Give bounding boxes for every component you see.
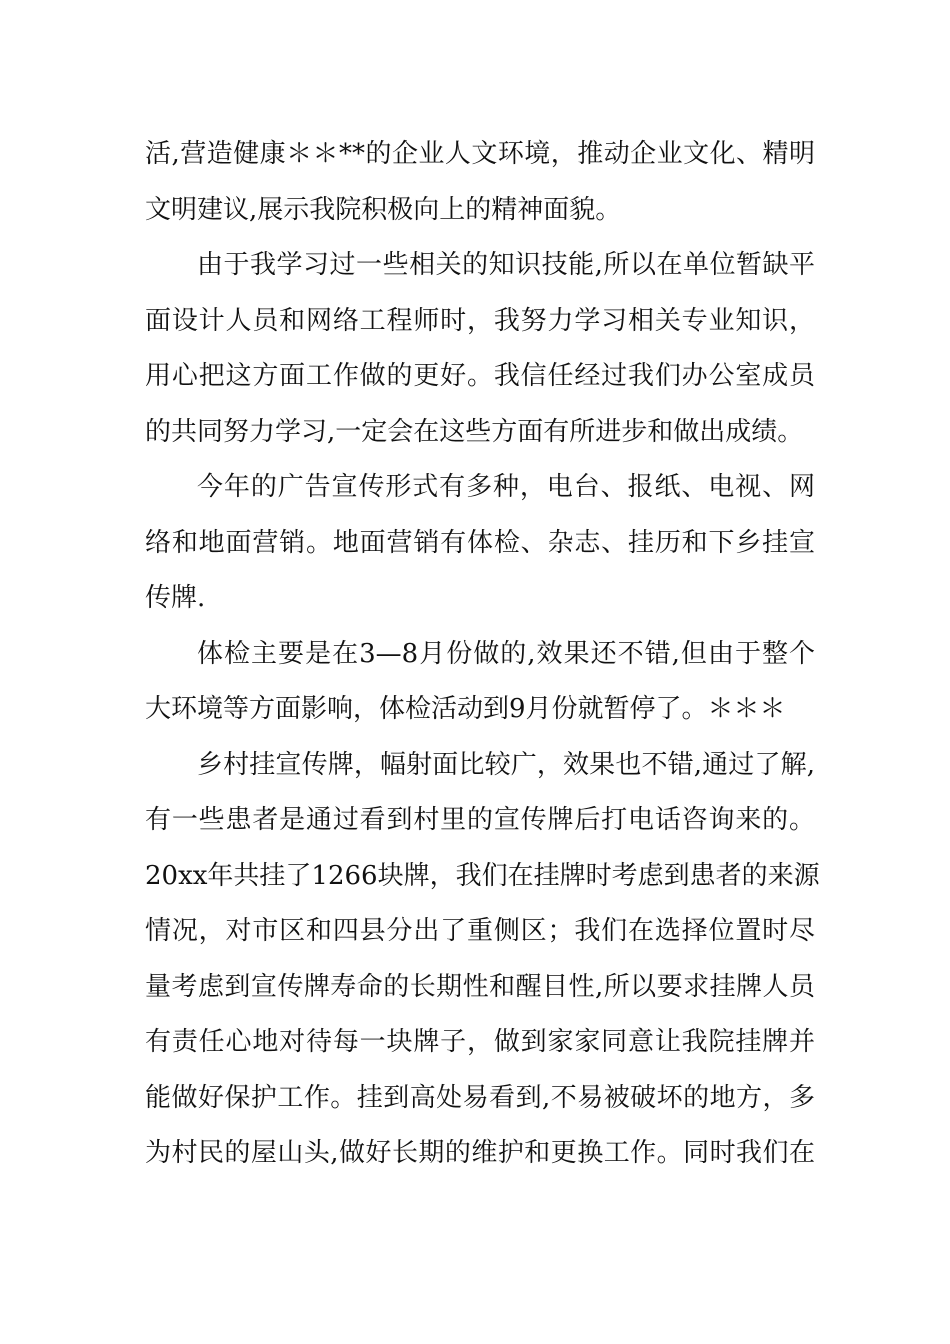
- text-line: 用心把这方面工作做的更好。我信任经过我们办公室成员: [145, 361, 815, 391]
- paragraph-start-line: 今年的广告宣传形式有多种，电台、报纸、电视、网: [197, 472, 815, 502]
- text-line: 20xx年共挂了1266块牌，我们在挂牌时考虑到患者的来源: [145, 860, 820, 891]
- text-line: 的共同努力学习,一定会在这些方面有所进步和做出成绩。: [145, 416, 804, 447]
- text-line: 有一些患者是通过看到村里的宣传牌后打电话咨询来的。: [145, 805, 815, 835]
- paragraph-start-line: 乡村挂宣传牌，幅射面比较广，效果也不错,通过了解,: [197, 749, 815, 780]
- text-line: 面设计人员和网络工程师时，我努力学习相关专业知识，: [145, 305, 815, 336]
- text-line: 传牌.: [145, 583, 206, 613]
- text-line: 大环境等方面影响，体检活动到9月份就暂停了。＊＊＊: [145, 694, 786, 724]
- text-line: 文明建议,展示我院积极向上的精神面貌。: [145, 194, 622, 225]
- paragraph-start-line: 体检主要是在3—8月份做的,效果还不错,但由于整个: [197, 638, 815, 669]
- text-line: 有责任心地对待每一块牌子，做到家家同意让我院挂牌并: [145, 1027, 815, 1057]
- text-line: 为村民的屋山头,做好长期的维护和更换工作。同时我们在: [145, 1138, 815, 1168]
- document-body: [145, 127, 820, 1182]
- text-line: 活,营造健康＊＊**的企业人文环境，推动企业文化、精明: [145, 139, 815, 169]
- paragraph-start-line: 由于我学习过一些相关的知识技能,所以在单位暂缺平: [197, 250, 815, 280]
- text-line: 络和地面营销。地面营销有体检、杂志、挂历和下乡挂宣: [145, 527, 815, 558]
- text-line: 情况，对市区和四县分出了重侧区；我们在选择位置时尽: [145, 916, 815, 946]
- text-line: 能做好保护工作。挂到高处易看到,不易被破坏的地方，多: [145, 1082, 815, 1113]
- text-line: 量考虑到宣传牌寿命的长期性和醒目性,所以要求挂牌人员: [145, 971, 815, 1002]
